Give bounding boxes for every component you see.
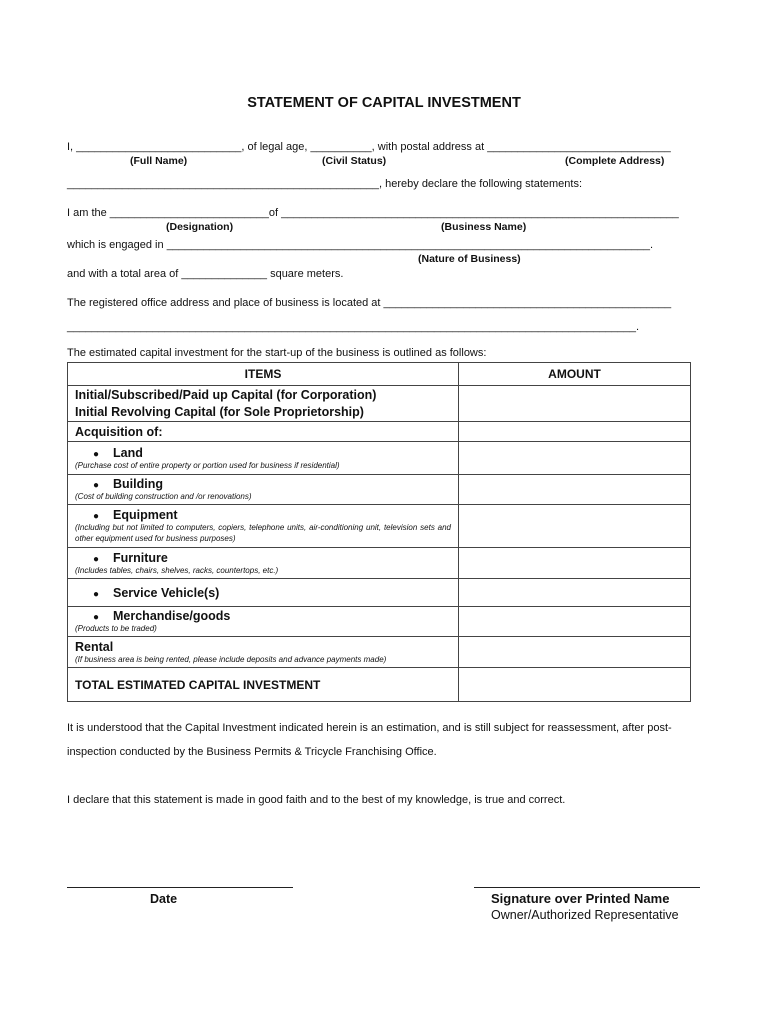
table-intro: The estimated capital investment for the start-up of the business is outlined as follows: <box>67 347 487 359</box>
office-address-field-2[interactable]: _____________________________________________________________________________________________ <box>67 321 636 333</box>
area-field[interactable]: ______________ <box>181 268 268 280</box>
table-row <box>68 505 691 548</box>
office-address-line: The registered office address and place of business is located at _______________________________________________ <box>67 297 672 309</box>
bullet-icon: ● <box>93 511 100 522</box>
signature-line[interactable] <box>474 887 700 888</box>
bullet-icon: ● <box>93 553 100 565</box>
land-amount[interactable] <box>459 442 691 475</box>
signature-label: Signature over Printed Name <box>491 891 670 906</box>
declarant-line: I, ___________________________, of legal age, __________, with postal address at ______________________________ <box>67 141 671 153</box>
full-name-caption: (Full Name) <box>130 155 188 167</box>
building-note: (Cost of building construction and /or renovations) <box>75 492 252 501</box>
business-name-caption: (Business Name) <box>441 221 527 233</box>
table-row <box>68 548 691 579</box>
full-name-field[interactable]: ___________________________ <box>76 141 242 153</box>
merchandise-note: (Products to be traded) <box>75 624 157 633</box>
land-label: Land <box>113 445 143 460</box>
total-label: TOTAL ESTIMATED CAPITAL INVESTMENT <box>68 668 459 702</box>
total-amount[interactable] <box>459 668 691 702</box>
area-line: and with a total area of ______________ square meters. <box>67 268 344 280</box>
designation-field[interactable]: __________________________ <box>109 207 269 219</box>
bullet-icon: ● <box>93 588 100 600</box>
initial-capital-label: Initial/Subscribed/Paid up Capital (for Corporation) <box>75 387 377 402</box>
table-row <box>68 386 691 422</box>
postal-address-field[interactable]: ______________________________ <box>487 141 671 153</box>
furniture-note: (Includes tables, chairs, shelves, racks, countertops, etc.) <box>75 565 279 575</box>
amount-header: AMOUNT <box>459 363 691 386</box>
good-faith-declaration: I declare that this statement is made in good faith and to the best of my knowledge, is true and correct. <box>67 794 566 806</box>
acquisition-label: Acquisition of: <box>68 422 459 442</box>
service-vehicle-amount[interactable] <box>459 579 691 607</box>
date-label: Date <box>150 892 178 906</box>
rental-note: (If business area is being rented, please include deposits and advance payments made) <box>75 654 387 664</box>
bullet-icon: ● <box>93 612 100 623</box>
building-label: Building <box>113 477 163 491</box>
civil-status-field[interactable]: __________ <box>310 141 372 153</box>
nature-caption: (Nature of Business) <box>418 253 521 265</box>
office-address-field[interactable]: _______________________________________________ <box>383 297 672 309</box>
table-row <box>68 668 691 702</box>
bullet-icon: ● <box>93 448 100 460</box>
furniture-amount[interactable] <box>459 548 691 579</box>
designation-line: I am the __________________________of _________________________________________________________________ <box>67 207 679 219</box>
reassessment-paragraph-2: inspection conducted by the Business Permits & Tricycle Franchising Office. <box>67 746 437 758</box>
nature-line: which is engaged in _______________________________________________________________________________. <box>67 239 654 251</box>
reassessment-paragraph: It is understood that the Capital Investment indicated herein is an estimation, and is still subject for reassessment, after post- <box>67 722 672 734</box>
furniture-label: Furniture <box>113 550 168 565</box>
table-row <box>68 637 691 668</box>
merchandise-amount[interactable] <box>459 607 691 637</box>
acquisition-amount[interactable] <box>459 422 691 442</box>
designation-caption: (Designation) <box>166 221 234 233</box>
date-line[interactable] <box>67 887 293 888</box>
service-vehicle-label: Service Vehicle(s) <box>113 585 220 600</box>
rental-amount[interactable] <box>459 637 691 668</box>
rental-label: Rental <box>75 639 114 654</box>
land-note: (Purchase cost of entire property or portion used for business if residential) <box>75 460 340 470</box>
table-row <box>68 475 691 505</box>
equipment-note: (Including but not limited to computers, copiers, telephone units, air-conditioning unit, television sets and other equipment used for business purposes) <box>75 523 451 543</box>
equipment-label: Equipment <box>113 508 178 522</box>
merchandise-label: Merchandise/goods <box>113 609 231 623</box>
address-continuation-field[interactable]: ___________________________________________________ <box>67 178 380 190</box>
building-amount[interactable] <box>459 475 691 505</box>
capital-investment-table <box>67 362 691 702</box>
document-title: STATEMENT OF CAPITAL INVESTMENT <box>247 95 521 111</box>
initial-capital-amount[interactable] <box>459 386 691 422</box>
revolving-capital-label: Initial Revolving Capital (for Sole Proprietorship) <box>75 404 364 419</box>
bullet-icon: ● <box>93 480 100 491</box>
table-row <box>68 422 691 442</box>
civil-status-caption: (Civil Status) <box>322 155 387 167</box>
table-row <box>68 607 691 637</box>
office-address-continuation: _____________________________________________________________________________________________. <box>67 321 640 333</box>
table-row <box>68 579 691 607</box>
address-continuation-line: ___________________________________________________, hereby declare the following statements: <box>67 178 583 190</box>
equipment-amount[interactable] <box>459 505 691 548</box>
nature-of-business-field[interactable]: _______________________________________________________________________________ <box>166 239 650 251</box>
business-name-field[interactable]: _________________________________________________________________ <box>281 207 679 219</box>
signature-sublabel: Owner/Authorized Representative <box>491 908 679 922</box>
complete-address-caption: (Complete Address) <box>565 155 665 167</box>
table-row <box>68 442 691 475</box>
items-header: ITEMS <box>68 363 459 386</box>
